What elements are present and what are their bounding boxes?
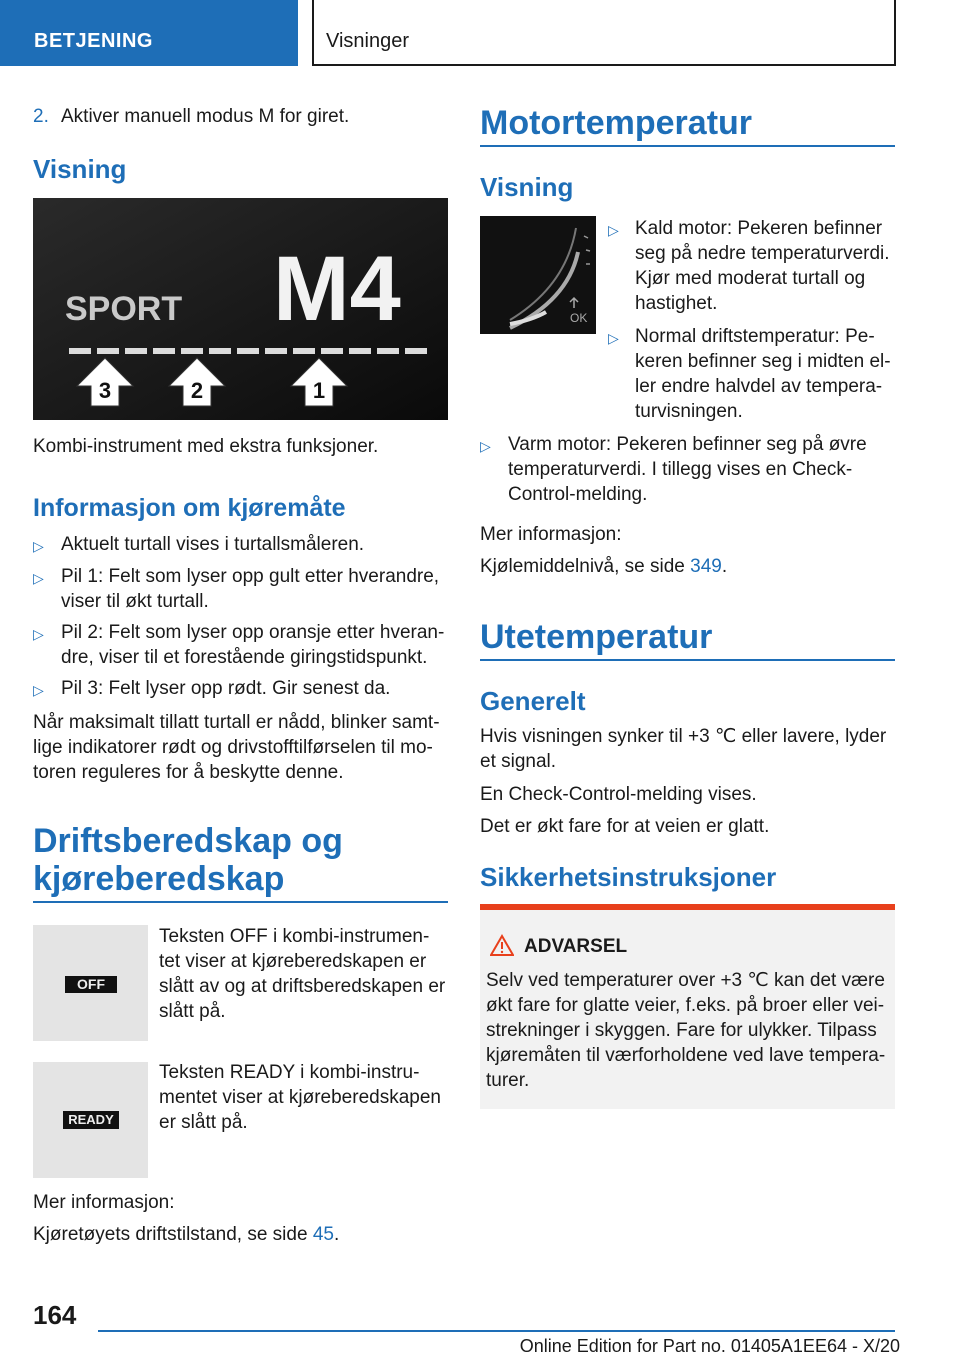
section-tab: BETJENING (0, 0, 298, 66)
step-text: Aktiver manuell modus M for giret. (61, 106, 350, 127)
arrow-3-label: 3 (98, 378, 112, 403)
bullet-icon: ▷ (33, 626, 44, 642)
cross-reference: Kjøretøyets driftstilstand, se side 45. (33, 1224, 340, 1245)
step-number: 2. (33, 106, 49, 127)
off-label: OFF (65, 976, 117, 993)
bullet-icon: ▷ (480, 438, 491, 454)
page-link[interactable]: 349 (690, 556, 722, 577)
bullet-item: Aktuelt turtall vises i turtallsmåleren. (61, 534, 365, 555)
m4-display-graphic (33, 198, 448, 420)
heading-rule (480, 145, 895, 147)
step-item (33, 104, 350, 129)
page-number: 164 (33, 1300, 77, 1330)
safety-heading: Sikkerhetsinstruksjoner (480, 862, 777, 892)
visning-heading: Visning (33, 154, 127, 184)
bullet-item: Pil 3: Felt lyser opp rødt. Gir senest da. (61, 678, 391, 699)
info-heading: Informasjon om kjøremåte (33, 494, 346, 522)
ready-label: READY (63, 1111, 119, 1129)
footer-rule (98, 1330, 895, 1332)
temperature-gauge-graphic (480, 216, 596, 334)
arrow-2-label: 2 (190, 378, 204, 403)
visning-heading-right: Visning (480, 172, 574, 202)
warning-title: ADVARSEL (524, 936, 628, 957)
paragraph: Hvis visningen synker til +3 ℃ eller lavere, lyder et signal. (480, 726, 887, 772)
warning-text: Selv ved temperaturer over +3 ℃ kan det være økt fare for glatte veier, f.eks. på broer eller vei- strekninger i skyggen. Fare for ulykker. Tilpass kjøremåten til værforholdene ved lave tempera- turer. (486, 970, 886, 1091)
temperature-gauge-image (480, 216, 596, 334)
bullet-icon: ▷ (33, 538, 44, 554)
ready-description: Teksten READY i kombi-instru- mentet viser at kjøreberedskapen er slått på. (159, 1062, 441, 1133)
edition-text: Online Edition for Part no. 01405A1EE64 - X/20 (519, 1336, 900, 1356)
drift-heading: Driftsberedskap og kjøreberedskap (33, 822, 343, 898)
m4-display-image (33, 198, 448, 420)
ok-label: OK (570, 311, 588, 325)
paragraph: Når maksimalt tillatt turtall er nådd, blinker samt- lige indikatorer rødt og drivstofftilførselen til mo- toren reguleres for å beskytte denne. (33, 712, 440, 783)
motor-heading: Motortemperatur (480, 104, 753, 142)
generelt-heading: Generelt (480, 686, 586, 716)
warning-box (480, 904, 895, 1109)
chapter-title: Visninger (312, 0, 896, 66)
more-info-label: Mer informasjon: (480, 524, 622, 545)
more-info-label: Mer informasjon: (33, 1192, 175, 1213)
gear-label: M4 (273, 238, 401, 340)
bullet-item: Varm motor: Pekeren befinner seg på øvre temperaturverdi. I tillegg vises en Check- Control-melding. (508, 434, 867, 505)
paragraph: En Check-Control-melding vises. (480, 784, 757, 805)
heading-rule (33, 901, 448, 903)
ready-display-image (33, 1062, 148, 1178)
bullet-item: Normal driftstemperatur: Pe- keren befinner seg i midten el- ler endre halvdel av tempera- turvisningen. (635, 326, 891, 422)
bullet-icon: ▷ (608, 330, 619, 346)
cross-reference: Kjølemiddelnivå, se side 349. (480, 556, 728, 577)
bullet-icon: ▷ (608, 222, 619, 238)
bullet-item: Pil 1: Felt som lyser opp gult etter hverandre, viser til økt turtall. (61, 566, 440, 612)
image-caption: Kombi-instrument med ekstra funksjoner. (33, 436, 379, 457)
off-display-image (33, 925, 148, 1041)
warning-icon (490, 934, 514, 961)
bullet-item: Kald motor: Pekeren befinner seg på nedre temperaturverdi. Kjør med moderat turtall og hastighet. (635, 218, 890, 314)
arrow-1-label: 1 (312, 378, 326, 403)
ute-heading: Utetemperatur (480, 618, 713, 656)
heading-rule (480, 659, 895, 661)
off-description: Teksten OFF i kombi-instrumen- tet viser at kjøreberedskapen er slått av og at driftsberedskapen er slått på. (159, 926, 446, 1022)
paragraph: Det er økt fare for at veien er glatt. (480, 816, 770, 837)
bullet-item: Pil 2: Felt som lyser opp oransje etter hveran- dre, viser til et forestående giringstidspunkt. (61, 622, 445, 668)
bullet-icon: ▷ (33, 682, 44, 698)
bullet-icon: ▷ (33, 570, 44, 586)
sport-label: SPORT (65, 290, 183, 328)
page-link[interactable]: 45 (312, 1224, 334, 1245)
